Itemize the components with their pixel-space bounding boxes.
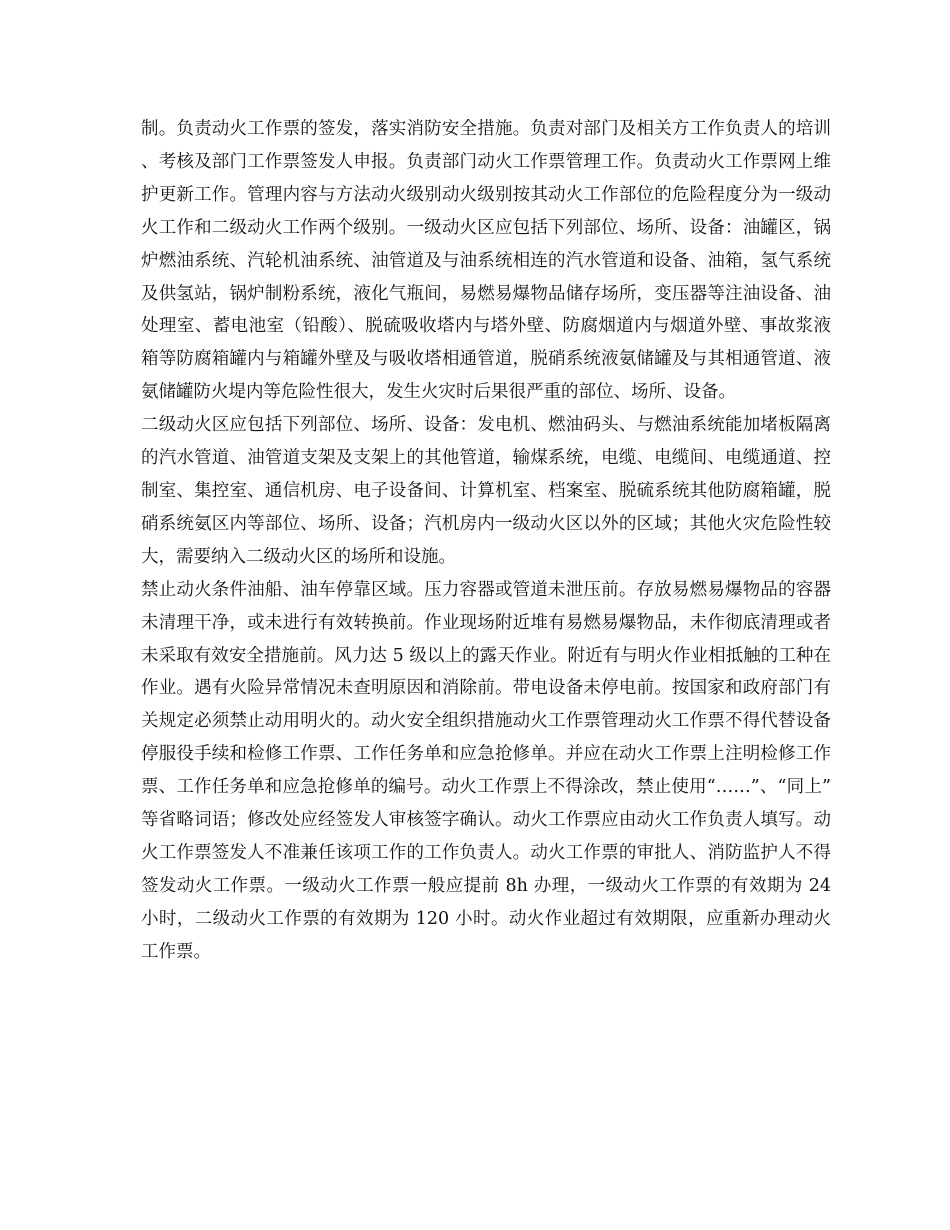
paragraph-level-two-zone: 二级动火区应包括下列部位、场所、设备：发电机、燃油码头、与燃油系统能加堵板隔离的汽水管道、油管道支架及支架上的其他管道，输煤系统，电缆、电缆间、电缆通道、控制室、集控室、通信机房、电子设备间、计算机室、档案室、脱硫系统其他防腐箱罐，脱硝系统氨区内等部位、场所、设备；汽机房内一级动火区以外的区域；其他火灾危险性较大，需要纳入二级动火区的场所和设施。	[141, 415, 831, 567]
document-body	[141, 113, 831, 969]
paragraph-responsibilities-and-level-one-zone: 制。负责动火工作票的签发，落实消防安全措施。负责对部门及相关方工作负责人的培训、考核及部门工作票签发人申报。负责部门动火工作票管理工作。负责动火工作票网上维护更新工作。管理内容与方法动火级别动火级别按其动火工作部位的危险程度分为一级动火工作和二级动火工作两个级别。一级动火区应包括下列部位、场所、设备：油罐区，锅炉燃油系统、汽轮机油系统、油管道及与油系统相连的汽水管道和设备、油箱，氢气系统及供氢站，锅炉制粉系统，液化气瓶间，易燃易爆物品储存场所，变压器等注油设备、油处理室、蓄电池室（铅酸）、脱硫吸收塔内与塔外壁、防腐烟道内与烟道外壁、事故浆液箱等防腐箱罐内与箱罐外壁及与吸收塔相通管道，脱硝系统液氨储罐及与其相通管道、液氨储罐防火堤内等危险性很大，发生火灾时后果很严重的部位、场所、设备。	[141, 119, 831, 403]
paragraph-prohibited-conditions-and-permits: 禁止动火条件油船、油车停靠区域。压力容器或管道未泄压前。存放易燃易爆物品的容器未清理干净，或未进行有效转换前。作业现场附近堆有易燃易爆物品，未作彻底清理或者未采取有效安全措施前。风力达 5 级以上的露天作业。附近有与明火作业相抵触的工种在作业。遇有火险异常情况未查明原因和消除前。带电设备未停电前。按国家和政府部门有关规定必须禁止动用明火的。动火安全组织措施动火工作票管理动火工作票不得代替设备停服役手续和检修工作票、工作任务单和应急抢修单。并应在动火工作票上注明检修工作票、工作任务单和应急抢修单的编号。动火工作票上不得涂改，禁止使用“……”、“同上”等省略词语；修改处应经签发人审核签字确认。动火工作票应由动火工作负责人填写。动火工作票签发人不准兼任该项工作的工作负责人。动火工作票的审批人、消防监护人不得签发动火工作票。一级动火工作票一般应提前 8h 办理，一级动火工作票的有效期为 24 小时，二级动火工作票的有效期为 120 小时。动火作业超过有效期限，应重新办理动火工作票。	[141, 579, 831, 962]
